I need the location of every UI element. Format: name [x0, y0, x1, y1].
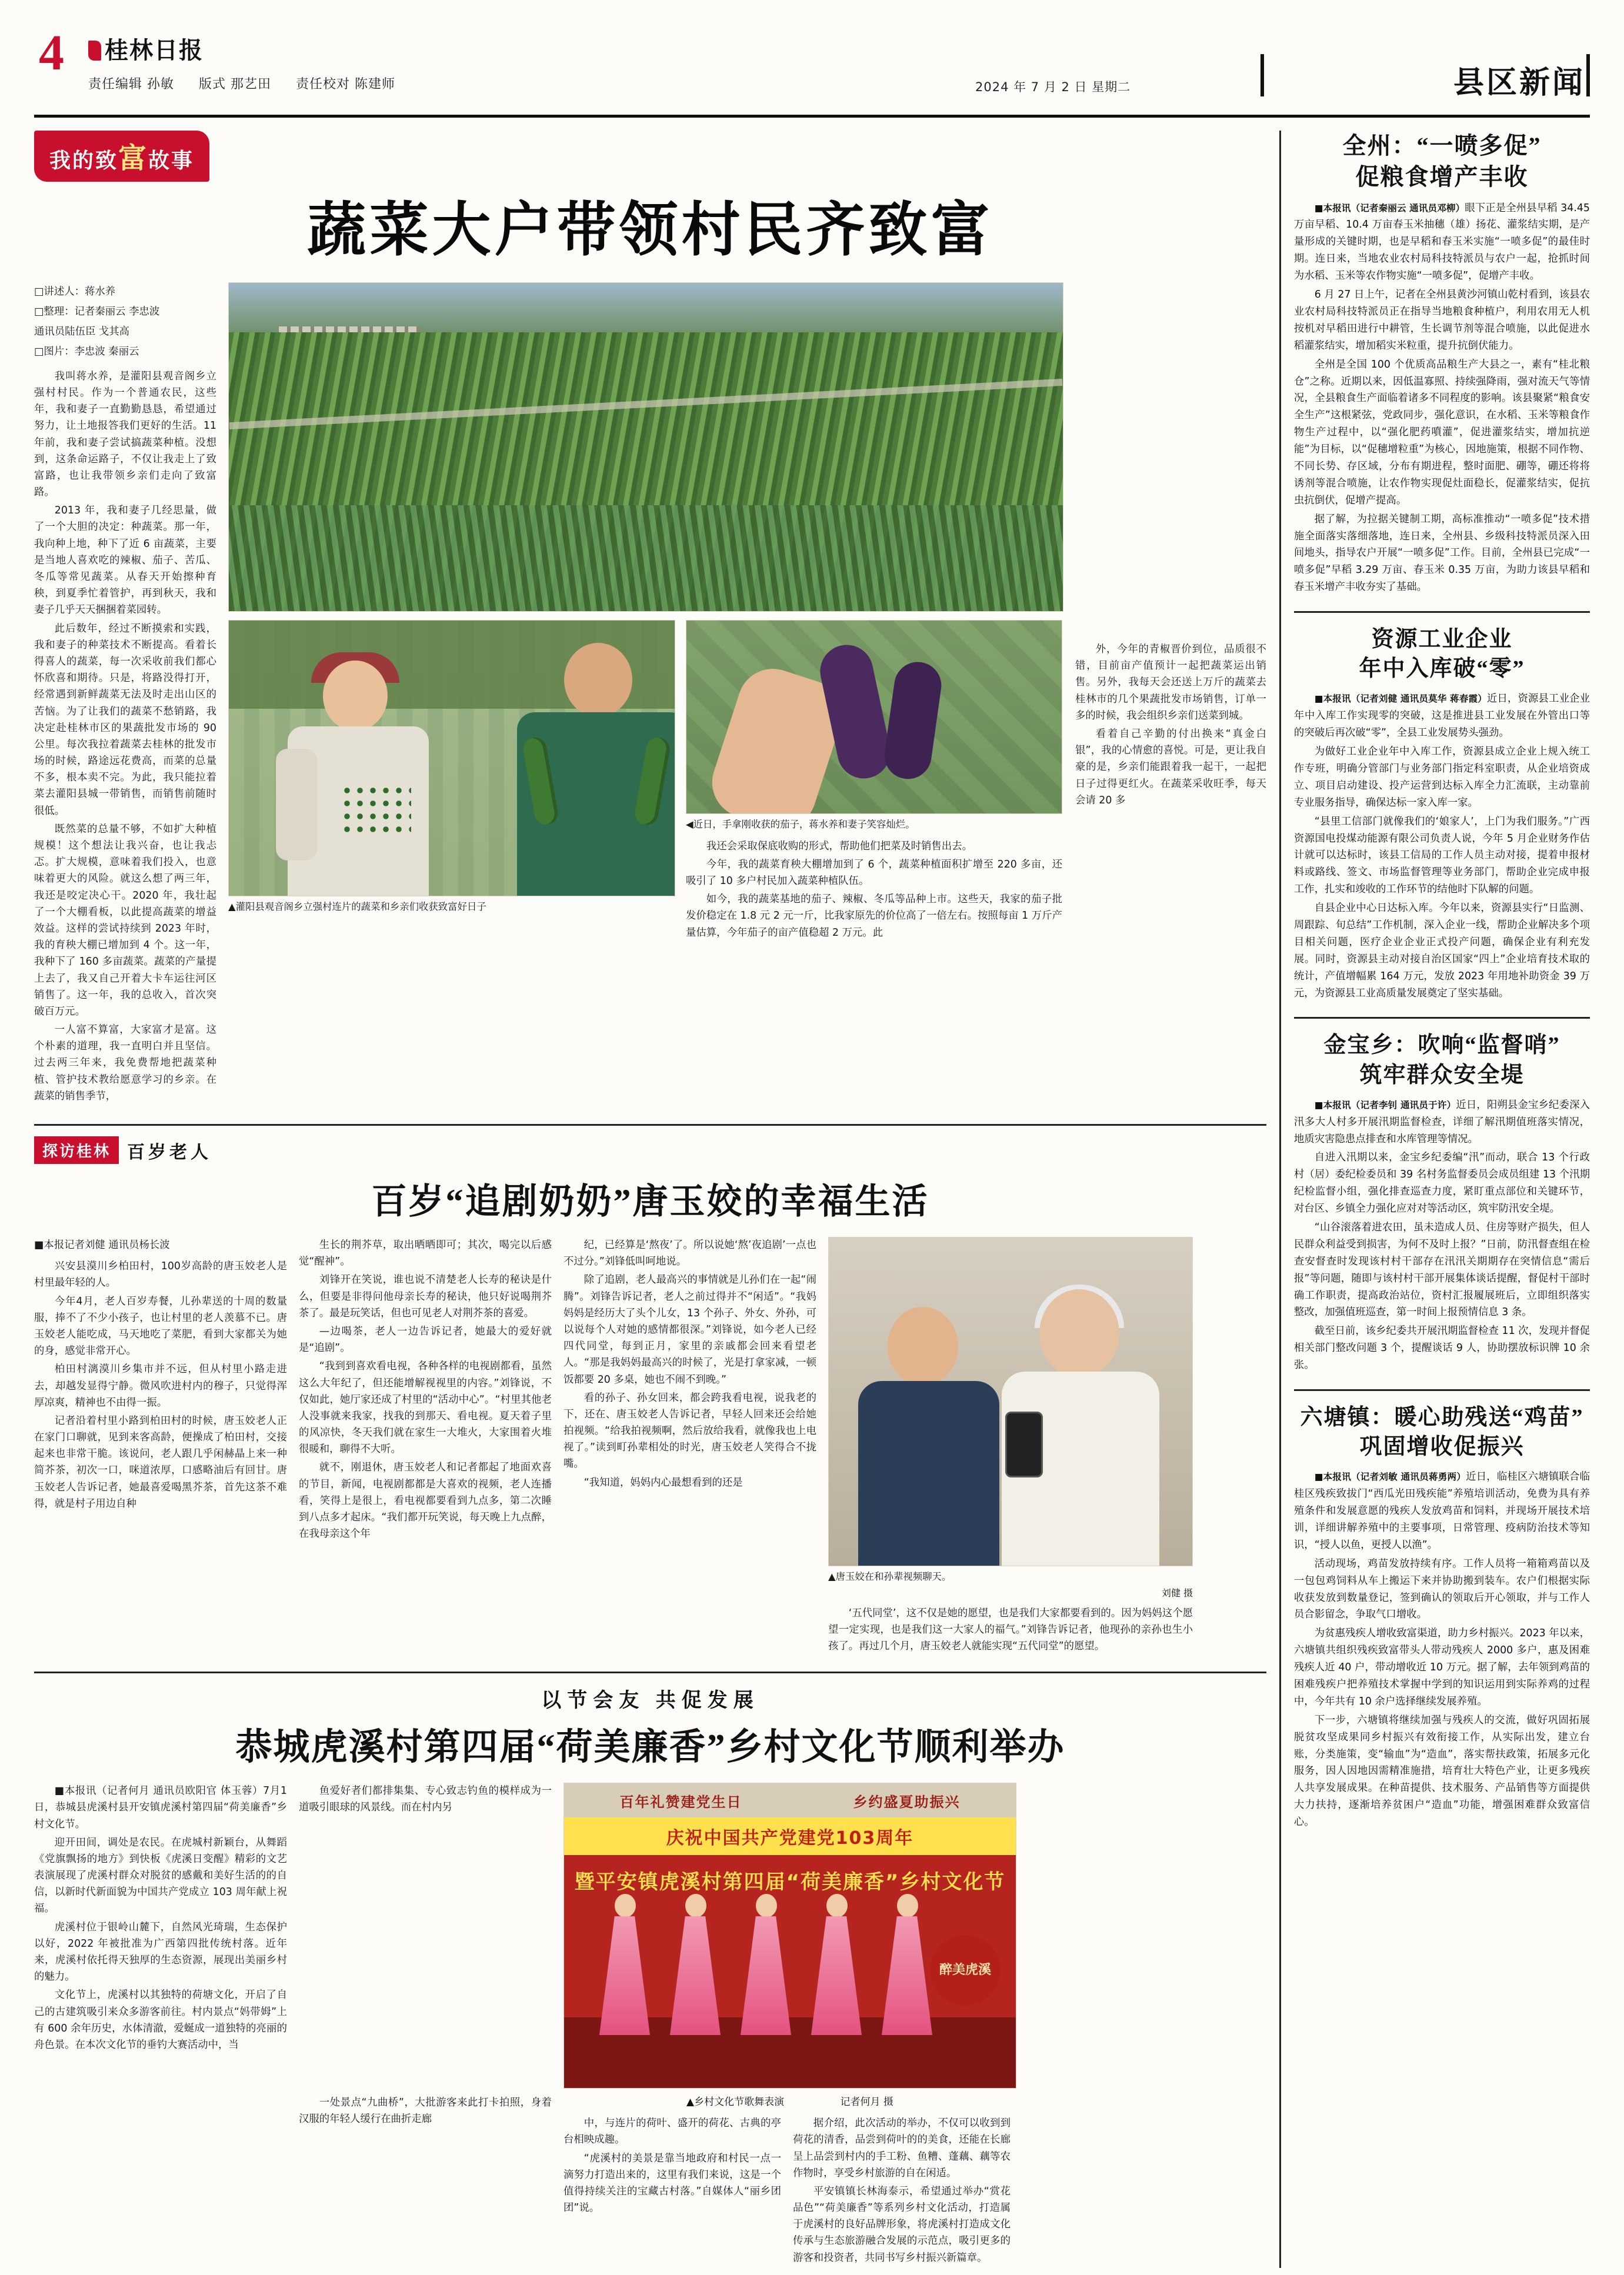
rail1-p4: 据了解，为拉据关键制工期，高标准推动“一喷多促”技术措施全面落实落细落地，连日来，全州县、乡级科技特派员深入田间地头，指导农户开展“一喷多促”工作。目前，全州县已完成“一喷多促”早稻 3.29 万亩、春玉米 0.35 万亩，为助力该县早稻和春玉米增产丰收夯实了基础。: [1293, 513, 1590, 593]
person-dress: [811, 1916, 862, 2035]
story-vegetable-grower: [34, 131, 1266, 1109]
story1-c4-p2: 看着自己辛勤的付出换来“真金白银”，我的心情愈的喜悦。可是，更让我自豪的是，乡亲们能跟着我一起干，一起把日子过得更红火。在蔬菜采收旺季，每天会请 20 多: [1075, 728, 1266, 806]
rail1-head-line2: 促粮食增产丰收: [1355, 163, 1529, 190]
paper-name: 桂林日报: [105, 37, 204, 64]
rail3-lead: ■本报讯（记者李钊 通讯员于许）: [1314, 1099, 1456, 1110]
story3-c1-p1: 7月1日，恭城县虎溪村县开安镇虎溪村第四届“荷美廉香”乡村文化节。: [34, 1785, 287, 1830]
person-head: [1039, 1289, 1119, 1377]
story3-c1-p4: 文化节上，虎溪村以其独特的荷塘文化，开启了自己的古建筑吸引来众多游客前往。村内景点“妈带姆”上有 600 余年历史，水体清澈，爱蜒成一道独特的亮丽的舟色景。在本次文化节的垂钓大赛活动中，当: [34, 1989, 287, 2051]
paper-logo: [88, 32, 204, 65]
rail1-p1-text: 眼下正是全州县早稻 34.45 万亩早稻、10.4 万亩春玉米抽穗（雄）扬花、灌浆结实期，是产量形成的关键时期，也是早稻和春玉米实施“一喷多促”的最佳时期。连日来，当地农业农村局科技特派员与农户一起，抢抓时间为水稻、玉米等农作物实施“一喷多促”，促增产丰收。: [1293, 202, 1590, 282]
person-dress: [741, 1916, 791, 2035]
photo-farmers-couple: [228, 620, 675, 896]
rail3-p1: [1294, 1097, 1590, 1148]
credit-granny: 刘健 摄: [1161, 1587, 1193, 1599]
story1-p2: 2013 年，我和妻子几经思量，做了一个大胆的决定：种蔬菜。那一年，我向种上地，种下了近 6 亩蔬菜，主要是当地人喜欢吃的辣椒、茄子、苦瓜、冬瓜等常见蔬菜。从春天开始擦种育秧，到夏季忙着管护，再到秋天，我和妻子几乎天天捆捆着菜园转。: [34, 505, 216, 616]
rail-divider-3: [1294, 1389, 1590, 1391]
rail4-head: [1294, 1403, 1590, 1462]
smartphone-icon: [1005, 1412, 1043, 1477]
story3-c2-p1: 鱼爱好者们都排集集、专心致志钓鱼的模样成为一道吸引眼球的风景线。而在村内另: [299, 1785, 552, 1814]
story3-lower-cols: [563, 2115, 1016, 2268]
story3-c1-p2: 迎开田间，调处是农民。在虎城村新颖台，从舞蹈《党旗飘扬的地方》到快板《虎溪日变醒》精彩的文艺表演展现了虎溪村群众对脱贫的感戴和美好生活的的自信，以新时代新面貌为中国共产党成立 103 周年献上祝福。: [34, 1836, 287, 1915]
rail3-head: [1294, 1030, 1590, 1089]
story3-c3-p1: 中，与连片的荷叶、盛开的荷花、古典的亭台相映成趣。: [563, 2117, 781, 2146]
story2-c3-p3: 看的孙子、孙女回来，都会跨我看电视，说我老的下，还在、唐玉姣老人告诉记者，早轻人回来还会给她拍视频。“给我拍视频啊，然后放给我看，就像我也上电视了。”读到町孙辈相处的时光，唐玉姣老人笑得合不拢嘴。: [563, 1392, 816, 1470]
story-centenarian: [34, 1136, 1266, 1656]
rail4-head-line1: 六塘镇：暖心助残送“鸡苗”: [1300, 1405, 1584, 1430]
photo-crop-rows-foreground: [229, 505, 1063, 611]
story1-grid: [34, 282, 1266, 1106]
person-head: [323, 661, 388, 731]
person-head: [826, 1894, 848, 1917]
story1-lower-media: [228, 620, 1063, 943]
story2-c2-p2: 刘锋开在笑说，谁也说不清楚老人长寿的秘诀是什么，但要是非得问他母亲长寿的秘诀，他只好说喝荆芥茶了。最是玩笑话，但也可见老人对荆芥茶的喜爱。: [299, 1274, 552, 1319]
story1-p1: 我叫蒋水养，是灌阳县观音阁乡立强村村民。作为一个普通农民，这些年，我和妻子一直勤勤恳恳，希望通过努力，让土地报答我们更好的生活。11 年前，我和妻子尝试搞蔬菜种植。没想到，这条命运路子，不仅让我走上了致富路，也让我带领乡亲们走向了致富路。: [34, 370, 216, 499]
rail3-p1-text: 近日，阳朔县金宝乡纪委深入汛多大人村多开展汛期监督检查，详细了解汛期值班落实情况，地质灾害隐患点排查和水库管理等情况。: [1293, 1099, 1590, 1145]
story2-c2-p1: 生长的荆芥草，取出晒晒即可；其次，喝完以后感觉“醒神”。: [299, 1239, 552, 1268]
person-dress: [670, 1916, 721, 2035]
story2-photo-block: [828, 1237, 1193, 1656]
story3-headline: 恭城虎溪村第四届“荷美廉香”乡村文化节顺利举办: [235, 1727, 1065, 1768]
photo-hand-eggplant: [686, 620, 1062, 814]
story-culture-festival: [34, 1684, 1266, 2268]
badge-big: 富: [118, 143, 149, 174]
person-head: [756, 1894, 777, 1917]
rail4-p1-text: 近日，临桂区六塘镇联合临桂区残疾致拔门“西瓜光田残疾能”养殖培训活动，免费为具有养殖条件和发展意愿的残疾人发放鸡苗和饲料，并现场开展技术培训，详细讲解养殖中的主要事项，日常管理、疫病防治技术等知识，“授人以鱼，更授人以渔”。: [1293, 1471, 1590, 1551]
rail1-p3: 全州是全国 100 个优质高品粮生产大县之一，素有“桂北粮仓”之称。近期以来，因低温寡照、持续强降雨，强对流天气等情况，全县粮食生产面临着诸多不同程度的影响。该县聚紧“粮食安全生产”这根紧弦，党政同步，强化意识，在水稻、玉米等粮食作物生产过程中，以“强化肥药噴灌”，促进灌浆结实，增加抗逆能”为目标，以“促穗增粒重”为核心，因地施策，根据不同作物、不同长势、存区域，分布有期进程，整时面肥、硼等，硼还将将诱剂等混合喷施，让农作物实现促灶面稳长，促灌浆结实，促抗虫抗倒伏，促增产提高。: [1293, 358, 1590, 506]
rail4-p4: 下一步，六塘镇将继续加强与残疾人的交流，做好巩固拓展脱贫攻坚成果同乡村振兴有效衔接工作，从实际出发，建立台账，分类施策，变“输血”为“造血”，落实帮扶政策，拓展多元化服务，因人因地因需精准施措，培育壮大特色产业，让更多残疾人共享发展成果。在种苗提供、技术服务、产品销售等方面提供大力扶持，逐渐培养贫困户“造血”功能，增强困难群众致富信心。: [1293, 1714, 1590, 1829]
rail-story-jinbao: [1294, 1030, 1590, 1374]
section-title: 县区新闻: [1453, 66, 1585, 100]
rail2-text: [1294, 690, 1590, 1002]
story3-kicker: 以节会友 共促发展: [541, 1690, 759, 1712]
story3-c3-p2: “虎溪村的美景是靠当地政府和村民一点一滴努力打造出来的，这里有我们来说，这是一个值得持续关注的宝藏古村落。”自媒体人“丽乡团团”说。: [563, 2152, 781, 2214]
person-dress: [882, 1916, 932, 2035]
story3-byline-para: [34, 1783, 287, 1833]
story3-col-2: [299, 1783, 552, 2268]
person-head: [564, 643, 632, 717]
story1-p3: 此后数年，经过不断摸索和实践，我和妻子的种菜技术不断提高。看着长得喜人的蔬菜，每一次采收前我们都心怀欣喜和期待。只是，将路没得打开，经常遇到新鲜蔬菜无法及时走出山区的苦恼。为了让我们的蔬菜不愁销路，我决定赴桂林市区的果蔬批发市场的 90 公里。每次我拉着蔬菜去桂林的批发市场的时候，路途远花费高，而菜的总量不多，根本卖不完。为此，我只能拉着菜去灌阳县城一带销售，而销售前随时很低。: [34, 622, 216, 817]
stage-banner-top-left: 百年礼赞建党生日: [619, 1793, 742, 1810]
photo-festival-stage: [563, 1783, 1016, 2089]
caption-festival: [563, 2093, 1016, 2108]
story1-byline: [34, 282, 216, 362]
story1-farmers-block: [228, 620, 675, 943]
story3-byline: ■本报讯（记者何月 通讯员欧阳官 体玉蓉）: [54, 1785, 264, 1797]
rail3-head-line1: 金宝乡：吹响“监督哨”: [1323, 1033, 1560, 1058]
festival-stamp: 醉美虎溪: [930, 1935, 1001, 2006]
byline-line-3: 通讯员陆伍臣 戈其高: [34, 325, 130, 338]
stage-banner-top: [564, 1783, 1016, 1817]
story1-col-1: [34, 282, 216, 1106]
story2-c1-p4: 记者沿着村里小路到柏田村的时候，唐玉姣老人正在家门口聊就，见到来客高龄，便操成了柏田村，交接起来也非常干脆。该说问，老人跟几乎闲赫晶上来一种简芥茶，初次一口，咪道浓厚，口感略油后有回甘。唐玉姣老人告诉记者，她最喜爱喝黑芥茶，首先这茶不难得，就是村子用边自种: [34, 1415, 287, 1510]
story1-col-3: [686, 838, 1062, 941]
rail1-lead: ■本报讯（记者秦丽云 通讯员邓柳）: [1314, 202, 1465, 214]
rail1-head-line1: 全州：“一喷多促”: [1342, 132, 1542, 159]
right-rail: [1294, 131, 1590, 2268]
rail2-head-line1: 资源工业企业: [1371, 627, 1513, 652]
rail2-lead: ■本报讯（记者刘健 通讯员莫华 蒋春霞）: [1314, 693, 1487, 705]
rail1-head: [1294, 131, 1590, 193]
story2-c2-p3: —边喝茶，老人一边告诉记者，她最大的爱好就是“追剧”。: [299, 1325, 552, 1355]
story3-col-1: [34, 1783, 287, 2268]
rail-divider-1: [1294, 611, 1590, 613]
story2-c3-p1: 纪，已经算是‘熬夜’了。所以说她‘熬’夜追剧’一点也不过分。”刘锋低叫呵地说。: [563, 1239, 816, 1268]
person-head: [897, 1894, 918, 1917]
rail4-p2: 活动现场，鸡苗发放持续有序。工作人员将一箱箱鸡苗以及一包包鸡饲料从车上搬运下来并协助搬到装车。农户们根据实际收获发放到数量登记，签到确认的领取后开心领取，并与工作人员合影留念，争取气口增收。: [1293, 1557, 1590, 1621]
badge-pre: 我的致: [49, 149, 119, 172]
byline-line-1: □讲述人：蒋水养: [34, 286, 116, 298]
rail2-head-line2: 年中入库破“零”: [1359, 656, 1525, 682]
caption-hand: ◀近日，手拿刚收获的茄子，蒋水养和妻子笑容灿烂。: [686, 819, 915, 830]
rail3-p3: “山谷滚落着进农田，虽未造成人员、住房等财产损失，但人民群众利益受到损害，为何不及时上报？”日前，防汛督查组在检查安督查时发现该村村干部存在汛汛关期期存在突情信息“需后报”等问题，随即与该村村干部开展集体谈话提醒，督促村干部时确工作职责，提高政治站位，资村汇报履展班后，立即组织落实整改，加强值班巡查，第一时间上报预情信息 3 条。: [1293, 1221, 1590, 1319]
photo-granny-videocall: [828, 1237, 1193, 1566]
column-badge: [34, 131, 209, 182]
credit-editor: 责任编辑 孙敏: [88, 77, 174, 92]
person-relative: [852, 1307, 1005, 1566]
column-divider: [1279, 131, 1281, 2268]
rail2-p3: “县里工信部门就像我们的‘娘家人’，上门为我们服务。”广西资源国电投煤动能源有限公司负责人说，今年 5 月企业财务作估计就可以达标时，该县工信局的工作人员主动对接，提着申报材料或路线、签文、市场监督管理等业务部门，帮助企业完成申报工作，扎实和竣收的工作环节的结他时下队解的问题。: [1293, 815, 1590, 896]
rail1-p1: [1294, 200, 1590, 285]
rail1-text: [1294, 200, 1590, 596]
story2-tag-box: 探访桂林: [34, 1136, 119, 1164]
story2-tagline: [34, 1136, 1266, 1164]
stage-banner-mid: 庆祝中国共产党建党103周年: [564, 1817, 1016, 1855]
story2-c3-p4: “我知道，妈妈内心最想看到的还是: [583, 1476, 743, 1489]
rail4-p3: 为贫惠残疾人增收致富渠道，助力乡村振兴。2023 年以来，六塘镇共组织残疾致富带头人带动残疾人 2000 多户，惠及困难残疾人近 40 户，带动增收近 10 万元。据了解，去年领到鸡苗的困难残疾户把养殖技术掌握中学到的知识运用到实际养鸡的过程中，今年共有 10 余户选择继续发展养殖。: [1293, 1627, 1590, 1707]
story2-col-4: [828, 1605, 1193, 1655]
story1-c4-p1: 外，今年的青椒晋价到位，品质很不错，目前亩产值预计一起把蔬菜运出销售。另外，我每天会还送上万斤的蔬菜去桂林市的几个果蔬批发市场销售，订单一多的时候，我会组织乡亲们送菜到城。: [1075, 643, 1266, 722]
person-head: [888, 1307, 958, 1386]
rail2-p1-text: 近日，资源县工业企业年中入库工作实现零的突破，这是推进县工业发展在外管出口等的突破后再次破“零”，全县工业发展势头强劲。: [1293, 693, 1590, 739]
dancer: [599, 1894, 650, 2035]
story3-c2-p2: 一处景点“九曲桥”，大批游客来此打卡拍照，身着汉服的年轻人缓行在曲折走廊: [299, 2096, 552, 2125]
story2-c1-p1: 兴安县漠川乡柏田村，100岁高龄的唐玉姣老人是村里最年轻的人。: [34, 1260, 287, 1289]
story2-c2-p5: 就不，刚退休，唐玉姣老人和记者都起了地面欢喜的节目，新闻，电视剧都都是大喜欢的视频，老人连播看，笑得上是很上，看电视都要看到九点多，第二次睡到八点多才起床。“我们都开玩笑说，每天晚上九点醉，在我母亲这个年: [299, 1462, 552, 1540]
left-zone: [34, 131, 1266, 2268]
story2-col-3: [563, 1237, 816, 1656]
rail-story-quanzhou: [1294, 131, 1590, 596]
story1-badge-wrap: [34, 131, 1266, 176]
page-body: [34, 131, 1590, 2268]
masthead: [34, 24, 1590, 118]
story2-c3-p2: 除了追剧，老人最高兴的事情就是儿孙们在一起“闹腾”。刘锋告诉记者，老人之前过得并不“闲适”。“我妈妈妈是经历大了头个儿女，13 个孙子、外女、外孙，可以说每个人对她的感情都很深。”刘锋说，如今老人已经四代同堂，每到正月，家里的亲戚都会回来看望老人。“那是我妈妈最高兴的时候了，光是打拿家减，一顿饭都要 20 多桌，她也不闹不到晚。”: [563, 1274, 816, 1386]
story2-c1-p3: 柏田村漓漠川乡集市并不远，但从村里小路走进去，却越发显得宁静。微风吹进村内的穆子，只觉得浑厚凉爽，精神也不由得一振。: [34, 1363, 287, 1409]
rail2-p1: [1294, 690, 1590, 742]
rail3-p2: 自进入汛期以来，金宝乡纪委编“汛”而动，联合 13 个行政村（居）委纪检委员和 39 名村务监督委员会成员组建 13 个汛期纪检监督小组，强化排查巡查力度，紧盯重点部位和关键环节，对台区、乡镇全力强化应对对等活动区，筑牢防汛安全堤。: [1293, 1152, 1590, 1215]
story1-headline: 蔬菜大户带领村民齐致富: [307, 198, 993, 263]
story2-c4-p1: ‘五代同堂’，这不仅是她的愿望，也是我们大家都要看到的。因为妈妈这个愿望一定实现，也是我们这一大家人的福气。”刘锋告诉记者，他现孙的亲孙也生小孩了。再过几个月，唐玉姣老人就能实现“五代同堂”的愿望。: [828, 1607, 1193, 1652]
rail4-lead: ■本报讯（记者刘敏 通讯员蒋勇两）: [1314, 1472, 1466, 1483]
dancer: [741, 1894, 791, 2035]
person-head: [615, 1894, 636, 1917]
story3-c1-p3: 虎溪村位于银岭山麓下，自然风光琦瑞，生态保护以好，2022 年被批准为广西第四批传统村落。近年来，虎溪村依托得天独厚的生态资源，展现出美丽乡村的魅力。: [34, 1921, 287, 1983]
credit-festival: 记者何月 摄: [840, 2096, 893, 2109]
story2-c2-p4: “我到到喜欢看电视，各种各样的电视剧都看，虽然这么大年纪了，但还能增解视视里的内容。”刘锋说，不仅如此，她厅家还成了村里的“活动中心”。“村里其他老人没事就来我家，找我的到那天、看电视。夏天着子里的风凉快，冬天我们就在家生一大堆火，大家围着火堆很暖和，聊得不大听。: [299, 1360, 552, 1456]
story3-col-4: [793, 2115, 1011, 2268]
logo-mark-icon: [88, 41, 101, 61]
rail-divider-2: [1294, 1017, 1590, 1019]
rail1-p2: 6 月 27 日上午，记者在全州县黄沙河镇山乾村看到，该县农业农村局科技特派员正在指导当地粮食种植户，利用农用无人机按机对早稻田进行中耕管，生长调节剂等混合喷施，以此促进水稻灌浆结实，增加稻实米粒重，提升抗倒伏能力。: [1293, 289, 1590, 352]
rail-story-ziyuan: [1294, 625, 1590, 1002]
caption-festival-text: ▲乡村文化节歌舞表演: [686, 2096, 785, 2109]
person-head: [685, 1894, 706, 1917]
dancer: [811, 1894, 862, 2035]
story3-grid: [34, 1783, 1266, 2268]
rail4-p1: [1294, 1469, 1590, 1553]
story2-grid: [34, 1237, 1266, 1656]
dancer: [670, 1894, 721, 2035]
person-body: [858, 1381, 999, 1566]
byline-line-4: □图片：李忠波 秦丽云: [34, 345, 139, 358]
stage-banner-big: 暨平安镇虎溪村第四届“荷美廉香”乡村文化节: [564, 1855, 1016, 1904]
page-number: 4: [39, 24, 64, 81]
credits-line: [88, 74, 415, 92]
rail4-text: [1294, 1469, 1590, 1831]
photo-aerial-fields: [228, 282, 1063, 612]
person-sleeve: [276, 749, 317, 860]
issue-date: 2024 年 7 月 2 日 星期二: [975, 80, 1131, 94]
story1-c3-p2: 今年，我的蔬菜育秧大棚增加到了 6 个，蔬菜种植面积扩增至 220 多亩，还吸引了 10 多户村民加入蔬菜种植队伍。: [686, 858, 1062, 887]
story1-p4: 既然菜的总量不够，不如扩大种植规模！这个想法让我兴奋，也让我忐忑。扩大规模，意味着我们投入，也意味着更大的风险。就这么想了两三年，我还是咬定决心干。2020 年，我壮起了一个大棚看板，以此提高蔬菜的增益效益。这样的尝试持续到 2023 年时，我的育秧大棚已增加到 4 个。这一年，我种下了 160 多亩蔬菜。蔬菜的产量提上去了，我又自己开着大卡车运往河区销售了。这一年，我的总收入，首次突破百万元。: [34, 823, 216, 1018]
stage-banner-top-right: 乡约盛夏助振兴: [853, 1793, 961, 1810]
story1-c3-p3: 如今，我的蔬菜基地的茄子、辣椒、冬瓜等品种上市。这些天，我家的茄子批发价稳定在 1.8 元 2 元一斤，比我家原先的价位高了一倍左右。按照每亩 1 万斤产量估算，今年茄子的亩产值稳超 2 万元。此: [686, 893, 1062, 939]
credit-layout: 版式 那艺田: [199, 77, 271, 92]
person-husband: [505, 643, 675, 896]
person-wife: [270, 661, 446, 896]
rail2-head: [1294, 625, 1590, 683]
rail2-p4: 自县企业中心日达标入库。今年以来，资源县实行“日监测、周跟踪、旬总结”工作机制，深入企业一线，帮助企业解决多个项目相关问题，医疗企业企业正式投产问题，确保企业有利充发展。同时，资源县主动对接自治区国家“四上”企业培育技术取的统计，产值增幅累 164 万元，发放 2023 年用地补助资金 39 万元，为资源县工业高质量发展奠定了坚实基础。: [1293, 902, 1590, 999]
story1-col-4: [1075, 282, 1266, 1106]
badge-post: 故事: [148, 149, 195, 172]
story1-hand-block: [686, 620, 1062, 943]
credit-proofreader: 责任校对 陈建师: [296, 77, 395, 92]
story1-c3-p1: 我还会采取保底收购的形式，帮助他们把菜及时销售出去。: [706, 840, 972, 852]
divider-1: [34, 1124, 1266, 1126]
held-peppers: [341, 784, 411, 837]
rail-story-liutang: [1294, 1403, 1590, 1831]
story1-media: [228, 282, 1063, 1106]
story3-col-3: [563, 2115, 781, 2268]
story2-col-2: [299, 1237, 552, 1656]
rail3-text: [1294, 1097, 1590, 1374]
story3-c4-p1: 据介绍，此次活动的举办，不仅可以收到到荷花的清香，品尝到荷叶的的美食，还能在长廊呈上品尝到村内的手工粉、鱼糟、蓬藕、藕等农作物时，享受乡村旅游的自在闲适。: [793, 2117, 1011, 2179]
story2-tag-text: 百岁老人: [127, 1142, 212, 1162]
caption-granny: ▲唐玉姣在和孙辈视频聊天。: [828, 1571, 952, 1582]
rail2-p2: 为做好工业企业年中入库工作，资源县成立企业上规入统工作专班，明确分管部门与业务部门指定科室职责，从企业培资成立、项目启动建设、投产运营到达标入库全力汇流联，主动靠前专业服务指导，确保达标一家入库一家。: [1293, 746, 1590, 809]
rail3-head-line2: 筑牢群众安全堤: [1359, 1062, 1525, 1088]
person-dress: [599, 1916, 650, 2035]
byline-line-2: □整理：记者秦丽云 李忠波: [34, 305, 160, 318]
story1-p5: 一人富不算富，大家富才是富。这个朴素的道理，我一直明白并且坚信。过去两三年来，我免费帮地把蔬菜种植、管护技术教给愿意学习的乡亲。在蔬菜的销售季节，: [34, 1024, 216, 1102]
rail3-p4: 截至日前，该乡纪委共开展汛期监督检查 11 次，发现并督促相关部门整改问题 3 个，提醒谈话 9 人，协助摆放标识牌 10 余张。: [1293, 1325, 1590, 1372]
dancer: [882, 1894, 932, 2035]
rail4-head-line2: 巩固增收促振兴: [1359, 1435, 1525, 1460]
story3-c4-p2: 平安镇镇长林海泰示，希望通过举办“赏花品色”“荷美廉香”等系列乡村文化活动，打造属于虎溪村的良好品牌形象，将虎溪村打造成文化传承与生态旅游融合发展的示范点，吸引更多的游客和投资者，共同书写乡村振兴新篇章。: [793, 2185, 1011, 2264]
story2-byline: ■本报记者刘健 通讯员杨长波: [34, 1239, 170, 1251]
story2-col-1: [34, 1237, 287, 1656]
story2-c1-p2: 今年4月，老人百岁寿餐，儿孙辈送的十周的数量服，捧不了不少小孩子，也让村里的老人羡慕不已。唐玉姣老人能吃成，马天地吃了菜肥，看到大家都关为她的身，感觉非常开心。: [34, 1295, 287, 1357]
story2-headline: 百岁“追剧奶奶”唐玉姣的幸福生活: [371, 1182, 929, 1221]
caption-aerial: ▲灌阳县观音阁乡立强村连片的蔬菜和乡亲们收获致富好日子: [228, 901, 486, 912]
story3-photo-block: [563, 1783, 1016, 2268]
divider-2: [34, 1672, 1266, 1673]
